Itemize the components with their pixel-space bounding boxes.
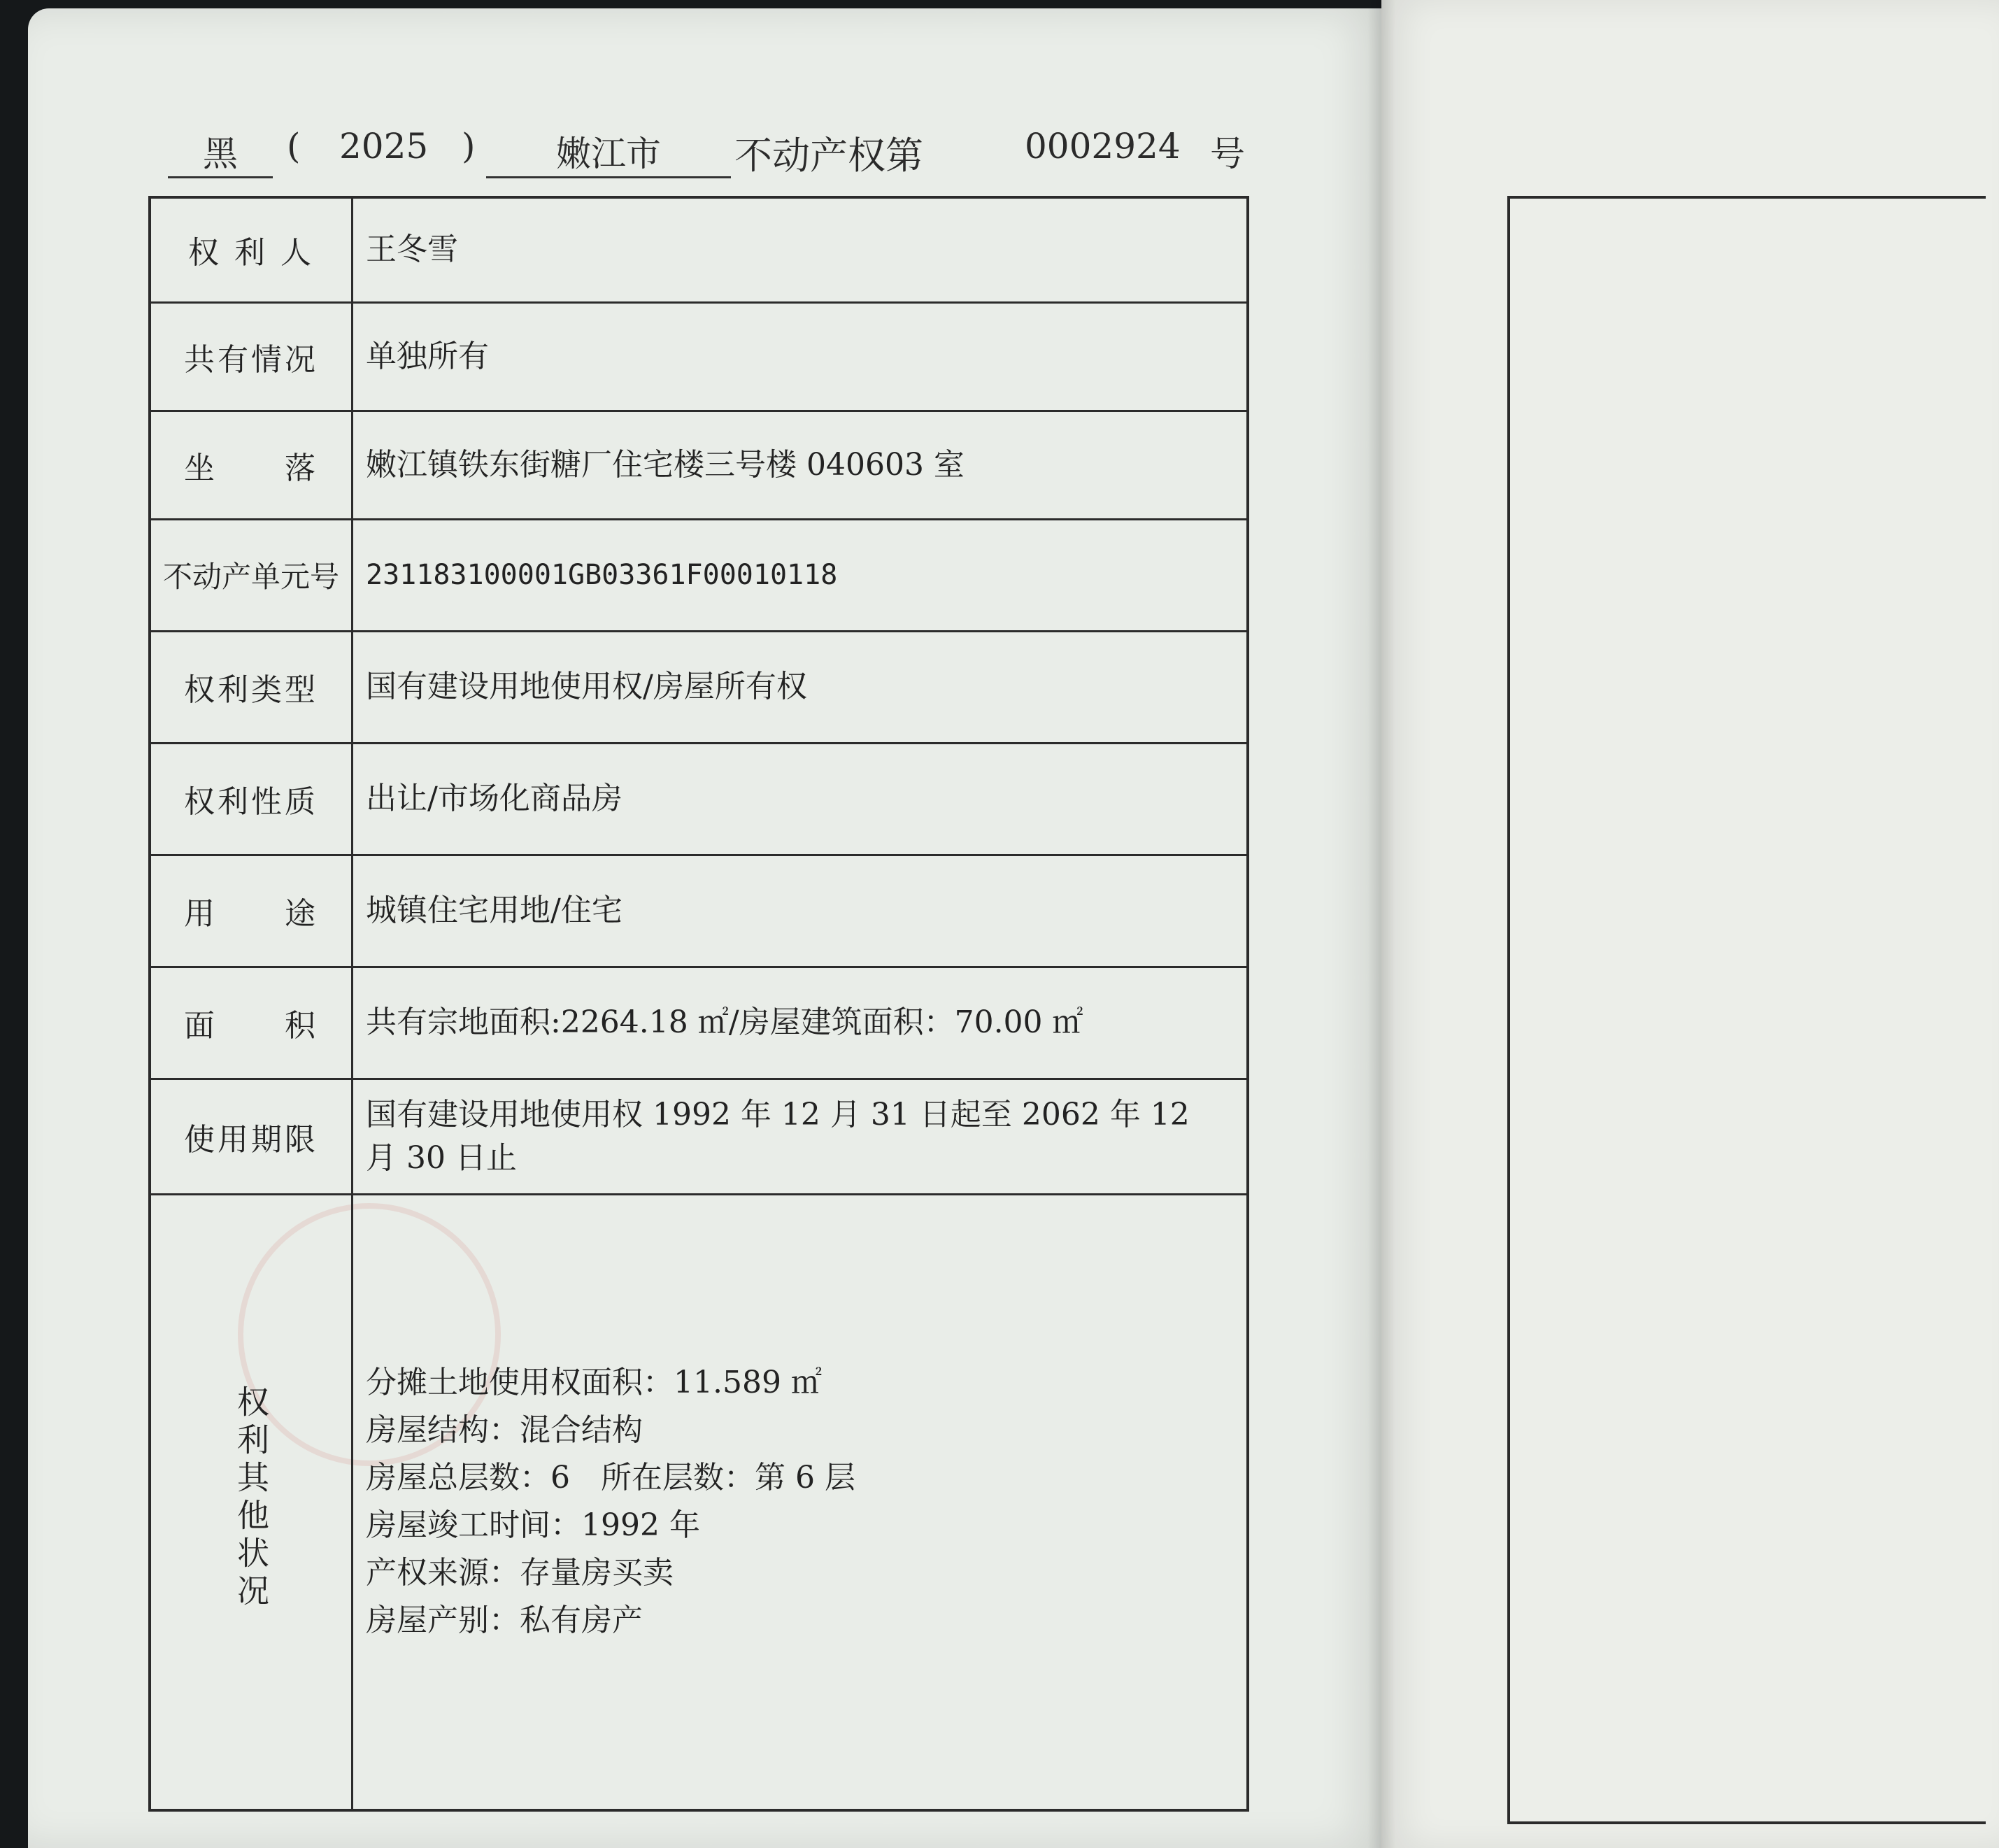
other-label: 权利其他状况	[232, 1384, 270, 1612]
header-close-paren: )	[462, 126, 476, 166]
table-row	[150, 197, 1248, 302]
table-row	[150, 1079, 1248, 1194]
row-label: 共有情况	[150, 302, 353, 411]
header-year: 2025	[339, 126, 429, 166]
table-row	[150, 631, 1248, 743]
table-row	[150, 743, 1248, 855]
other-label-cell	[150, 1194, 353, 1810]
row-value: 王冬雪	[353, 197, 1249, 302]
table-row	[150, 302, 1248, 411]
row-value	[353, 1079, 1249, 1194]
row-label: 权利性质	[150, 743, 353, 855]
header-province: 黑	[168, 126, 273, 178]
certificate-header	[168, 112, 1259, 182]
row-label: 权 利 人	[150, 197, 353, 302]
right-page-frame	[1507, 196, 1986, 1824]
header-suffix: 号	[1210, 134, 1245, 174]
row-label: 坐 落	[150, 411, 353, 519]
header-city: 嫩江市	[486, 126, 731, 178]
row-label: 用 途	[150, 855, 353, 967]
table-row	[150, 855, 1248, 967]
term-line-1: 国有建设用地使用权 1992 年 12 月 31 日起至 2062 年 12	[366, 1096, 1190, 1132]
other-value	[353, 1194, 1249, 1810]
row-value: 231183100001GB03361F00010118	[353, 519, 1249, 631]
row-value: 单独所有	[353, 302, 1249, 411]
header-number: 0002924	[1025, 126, 1181, 166]
other-line: 房屋总层数：6 所在层数：第 6 层	[366, 1460, 855, 1496]
other-line: 产权来源：存量房买卖	[366, 1555, 674, 1591]
other-line: 房屋产别：私有房产	[366, 1602, 643, 1639]
certificate-table	[148, 196, 1249, 1812]
book-spine	[1367, 0, 1395, 1848]
other-line: 分摊土地使用权面积：11.589 ㎡	[366, 1365, 822, 1401]
other-line: 房屋结构：混合结构	[366, 1412, 643, 1449]
table-row	[150, 411, 1248, 519]
table-row	[150, 519, 1248, 631]
row-value: 出让/市场化商品房	[353, 743, 1249, 855]
term-line-2: 月 30 日止	[366, 1139, 517, 1176]
row-value: 嫩江镇铁东街糖厂住宅楼三号楼 040603 室	[353, 411, 1249, 519]
row-value: 共有宗地面积:2264.18 ㎡/房屋建筑面积：70.00 ㎡	[353, 967, 1249, 1079]
header-title: 不动产权第	[734, 134, 923, 178]
header-open-paren: (	[287, 126, 301, 166]
row-label: 不动产单元号	[150, 519, 353, 631]
row-value: 国有建设用地使用权/房屋所有权	[353, 631, 1249, 743]
row-label: 使用期限	[150, 1079, 353, 1194]
row-value: 城镇住宅用地/住宅	[353, 855, 1249, 967]
table-row	[150, 967, 1248, 1079]
row-label: 面 积	[150, 967, 353, 1079]
row-label: 权利类型	[150, 631, 353, 743]
other-line: 房屋竣工时间：1992 年	[366, 1507, 700, 1544]
table-row-other	[150, 1194, 1248, 1810]
